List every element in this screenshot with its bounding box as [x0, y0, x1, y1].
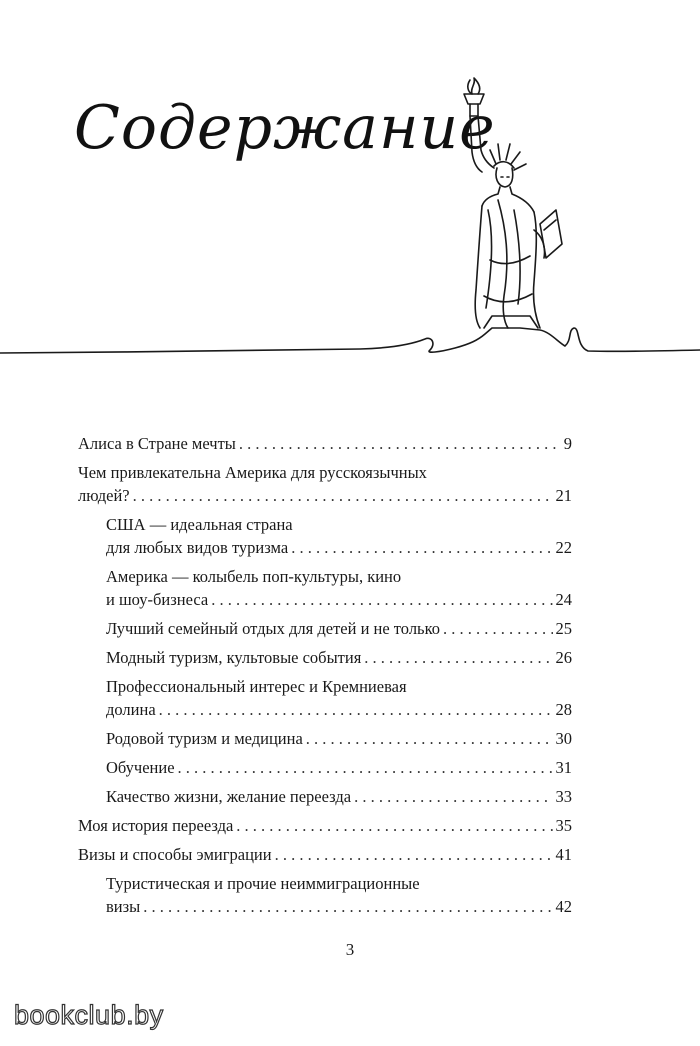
- toc-page-number: 30: [555, 729, 572, 748]
- toc-entry-title: Алиса в Стране мечты: [78, 434, 236, 453]
- toc-entry-title-continued: долина: [106, 700, 156, 719]
- toc-entry-title: Моя история переезда: [78, 816, 234, 835]
- toc-dot-leader: [306, 727, 553, 750]
- toc-entry-title: Туристическая и прочие неиммиграционные: [106, 874, 420, 893]
- toc-entry: [78, 461, 572, 507]
- toc-entry-title: Визы и способы эмиграции: [78, 845, 272, 864]
- toc-entry-title: США — идеальная страна: [106, 515, 293, 534]
- toc-page-number: 26: [555, 648, 572, 667]
- toc-page-number: 35: [555, 816, 572, 835]
- toc-dot-leader: [354, 785, 552, 808]
- page-number: 3: [345, 940, 355, 959]
- toc-page-number: 9: [563, 434, 572, 453]
- toc-dot-leader: [443, 617, 552, 640]
- toc-dot-leader: [178, 756, 553, 779]
- toc-entry-title: Модный туризм, культовые события: [106, 648, 362, 667]
- toc-entry: [78, 814, 572, 837]
- toc-entry: [78, 872, 572, 918]
- toc-page-number: 28: [555, 700, 572, 719]
- toc-entry-title: Качество жизни, желание переезда: [106, 787, 352, 806]
- toc-entry: [78, 756, 572, 779]
- toc-dot-leader: [133, 484, 553, 507]
- toc-entry-title-continued: для любых видов туризма: [106, 538, 289, 557]
- toc-entry-title: Чем привлекательна Америка для русскоязычных: [78, 463, 427, 482]
- toc-page-number: 21: [555, 486, 572, 505]
- toc-entry-title: Обучение: [106, 758, 175, 777]
- toc-page-number: 42: [555, 897, 572, 916]
- toc-page-number: 25: [555, 619, 572, 638]
- toc-entry: [78, 617, 572, 640]
- table-of-contents: [78, 432, 572, 924]
- page-title: Содержание: [74, 93, 496, 163]
- toc-entry-title-continued: людей?: [78, 486, 130, 505]
- toc-entry: [78, 432, 572, 455]
- watermark: bookclub.by: [14, 1000, 164, 1030]
- toc-page-number: 33: [555, 787, 572, 806]
- toc-entry-title-continued: визы: [106, 897, 141, 916]
- toc-page-number: 22: [555, 538, 572, 557]
- statue-of-liberty-line-art-icon: [0, 60, 700, 380]
- toc-dot-leader: [236, 814, 552, 837]
- toc-page-number: 41: [555, 845, 572, 864]
- toc-entry-title: Америка — колыбель поп-культуры, кино: [106, 567, 402, 586]
- toc-dot-leader: [291, 536, 552, 559]
- toc-entry: [78, 513, 572, 559]
- toc-entry: [78, 843, 572, 866]
- toc-dot-leader: [143, 895, 552, 918]
- toc-entry-title: Лучший семейный отдых для детей и не только: [106, 619, 441, 638]
- toc-entry: [78, 785, 572, 808]
- toc-dot-leader: [239, 432, 561, 455]
- toc-dot-leader: [211, 588, 552, 611]
- toc-entry-title: Профессиональный интерес и Кремниевая: [106, 677, 407, 696]
- toc-entry: [78, 675, 572, 721]
- toc-dot-leader: [364, 646, 552, 669]
- toc-page-number: 24: [555, 590, 572, 609]
- toc-dot-leader: [275, 843, 553, 866]
- toc-entry: [78, 646, 572, 669]
- toc-dot-leader: [159, 698, 553, 721]
- toc-entry-title-continued: и шоу-бизнеса: [106, 590, 209, 609]
- toc-entry: [78, 565, 572, 611]
- toc-entry: [78, 727, 572, 750]
- toc-entry-title: Родовой туризм и медицина: [106, 729, 303, 748]
- toc-page-number: 31: [555, 758, 572, 777]
